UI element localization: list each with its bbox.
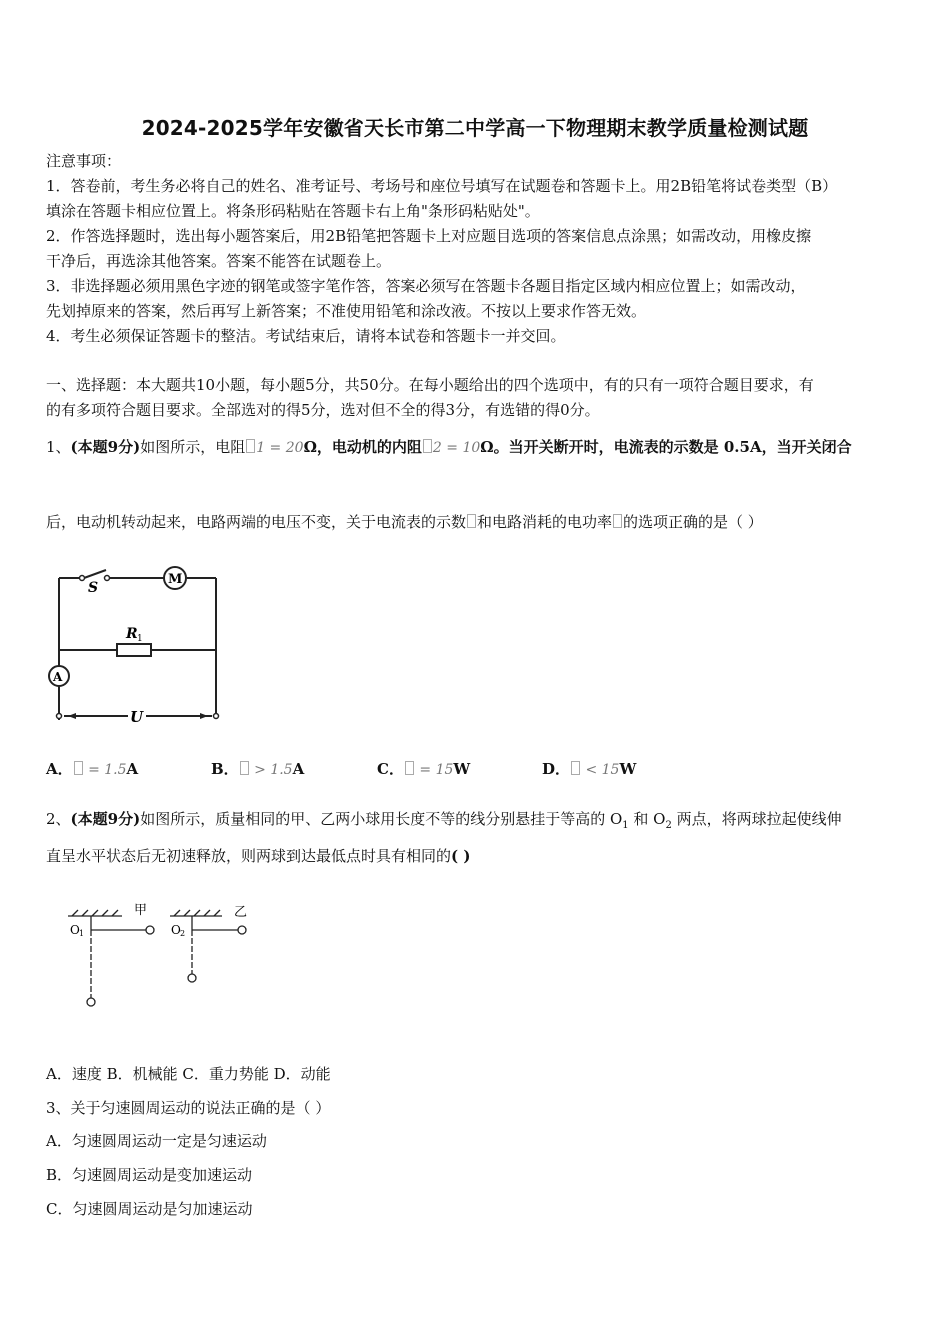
option-unit: A (292, 760, 305, 778)
option-formula: = 1.5 (83, 762, 127, 778)
q1-r2-formula: 2 = 10 (432, 440, 481, 456)
option-letter: B． (211, 760, 239, 778)
missing-glyph-icon (246, 439, 255, 453)
notice-heading: 注意事项： (46, 152, 122, 170)
ball-yi-raised (238, 926, 246, 934)
option-letter: D． (542, 760, 571, 778)
q2-subscript: 2 (665, 820, 672, 831)
option-formula: > 1.5 (249, 762, 293, 778)
q1-stem-line1 (46, 436, 852, 459)
q3-stem: 3、关于匀速圆周运动的说法正确的是（ ） (46, 1099, 331, 1117)
label-yi: 乙 (234, 905, 248, 920)
label-jia: 甲 (134, 903, 148, 918)
label-o2-sub: 2 (180, 929, 186, 938)
notice-line: 填涂在答题卡相应位置上。将条形码粘贴在答题卡右上角"条形码粘贴处"。 (46, 202, 540, 220)
q2-number: 2、 (46, 810, 71, 828)
arrow-left-icon (68, 713, 76, 719)
option-unit: W (619, 760, 637, 778)
exam-title: 2024-2025学年安徽省天长市第二中学高一下物理期末教学质量检测试题 (141, 116, 809, 140)
terminal-left (57, 714, 62, 719)
missing-glyph-icon (467, 514, 476, 528)
switch-label: S (88, 580, 99, 596)
missing-glyph-icon (571, 761, 580, 775)
ball-jia-lowest (87, 998, 95, 1006)
q1-tag: (本题9分) (70, 438, 141, 456)
q1-text: 和电路消耗的电功率 (477, 513, 613, 531)
resistor-subscript: 1 (137, 634, 143, 644)
q3-option-c[interactable]: C．匀速圆周运动是匀加速运动 (46, 1200, 253, 1218)
arrow-right-icon (200, 713, 208, 719)
notice-line: 3．非选择题必须用黑色字迹的钢笔或签字笔作答，答案必须写在答题卡各题目指定区域内相应位置上；如需改动， (46, 277, 806, 295)
missing-glyph-icon (240, 761, 249, 775)
option-letter: C． (377, 760, 404, 778)
label-o1: O (70, 923, 80, 937)
q1-r1-formula: 1 = 20 (256, 440, 304, 456)
q2-stem-line2 (46, 845, 470, 867)
q2-stem-line1 (46, 808, 842, 837)
terminal-right (214, 714, 219, 719)
notice-line: 2．作答选择题时，选出每小题答案后，用2B铅笔把答题卡上对应题目选项的答案信息点涂黑；如需改动，用橡皮擦 (46, 227, 812, 245)
option-formula: < 15 (581, 762, 620, 778)
label-o2: O (171, 923, 181, 937)
missing-glyph-icon (613, 514, 622, 528)
switch-contact (80, 576, 85, 581)
option-formula: = 15 (414, 762, 454, 778)
q1-circuit-diagram (44, 560, 234, 730)
missing-glyph-icon (74, 761, 83, 775)
q1-text: Ω。当开关断开时，电流表的示数是 0.5A，当开关闭合 (480, 438, 852, 456)
q3-option-b[interactable]: B．匀速圆周运动是变加速运动 (46, 1166, 253, 1184)
notice-line: 干净后，再选涂其他答案。答案不能答在试题卷上。 (46, 252, 392, 270)
q2-text: 直呈水平状态后无初速释放，则两球到达最低点时具有相同的 (46, 847, 452, 865)
option-unit: A (126, 760, 139, 778)
q2-subscript: 1 (622, 820, 629, 831)
switch-contact (105, 576, 110, 581)
missing-glyph-icon (405, 761, 414, 775)
q1-text: 如图所示，电阻 (140, 438, 246, 456)
q2-text: 如图所示，质量相同的甲、乙两小球用长度不等的线分别悬挂于等高的 O (140, 810, 623, 828)
q1-text: Ω，电动机的内阻 (303, 438, 422, 456)
ball-yi-lowest (188, 974, 196, 982)
notice-line: 先划掉原来的答案，然后再写上新答案；不准使用铅笔和涂改液。不按以上要求作答无效。 (46, 302, 647, 320)
q1-option-a[interactable] (46, 758, 138, 779)
voltage-label: U (130, 708, 144, 726)
q1-option-d[interactable] (542, 758, 636, 779)
q2-answer-blank: ( ) (451, 847, 471, 865)
ball-jia-raised (146, 926, 154, 934)
option-letter: A． (46, 760, 73, 778)
section-intro: 一、选择题：本大题共10小题，每小题5分，共50分。在每小题给出的四个选项中，有的只有一项符合题目要求，有 (46, 376, 814, 394)
section-intro: 的有多项符合题目要求。全部选对的得5分，选对但不全的得3分，有选错的得0分。 (46, 401, 600, 419)
missing-glyph-icon (423, 439, 432, 453)
option-unit: W (453, 760, 471, 778)
q1-option-b[interactable] (211, 758, 304, 779)
q1-stem-line2 (46, 511, 763, 533)
q1-text: 的选项正确的是（ ） (623, 513, 763, 531)
q2-text: 和 O (628, 810, 666, 828)
resistor-label: R (126, 626, 138, 642)
q1-number: 1、 (46, 438, 71, 456)
q2-text: 两点，将两球拉起使线伸 (671, 810, 842, 828)
q1-text: 后，电动机转动起来，电路两端的电压不变，关于电流表的示数 (46, 513, 467, 531)
q1-option-c[interactable] (377, 758, 470, 779)
q2-options[interactable]: A．速度 B．机械能 C．重力势能 D．动能 (46, 1065, 331, 1083)
q2-tag: (本题9分) (70, 810, 141, 828)
motor-label: M (168, 572, 183, 587)
ammeter-label: A (53, 670, 63, 684)
q2-pendulum-diagram (64, 900, 264, 1015)
label-o1-sub: 1 (79, 929, 85, 938)
notice-line: 1．答卷前，考生务必将自己的姓名、准考证号、考场号和座位号填写在试题卷和答题卡上。用2B铅笔将试卷类型（B） (46, 177, 838, 195)
notice-line: 4．考生必须保证答题卡的整洁。考试结束后，请将本试卷和答题卡一并交回。 (46, 327, 566, 345)
q3-option-a[interactable]: A．匀速圆周运动一定是匀速运动 (46, 1132, 267, 1150)
